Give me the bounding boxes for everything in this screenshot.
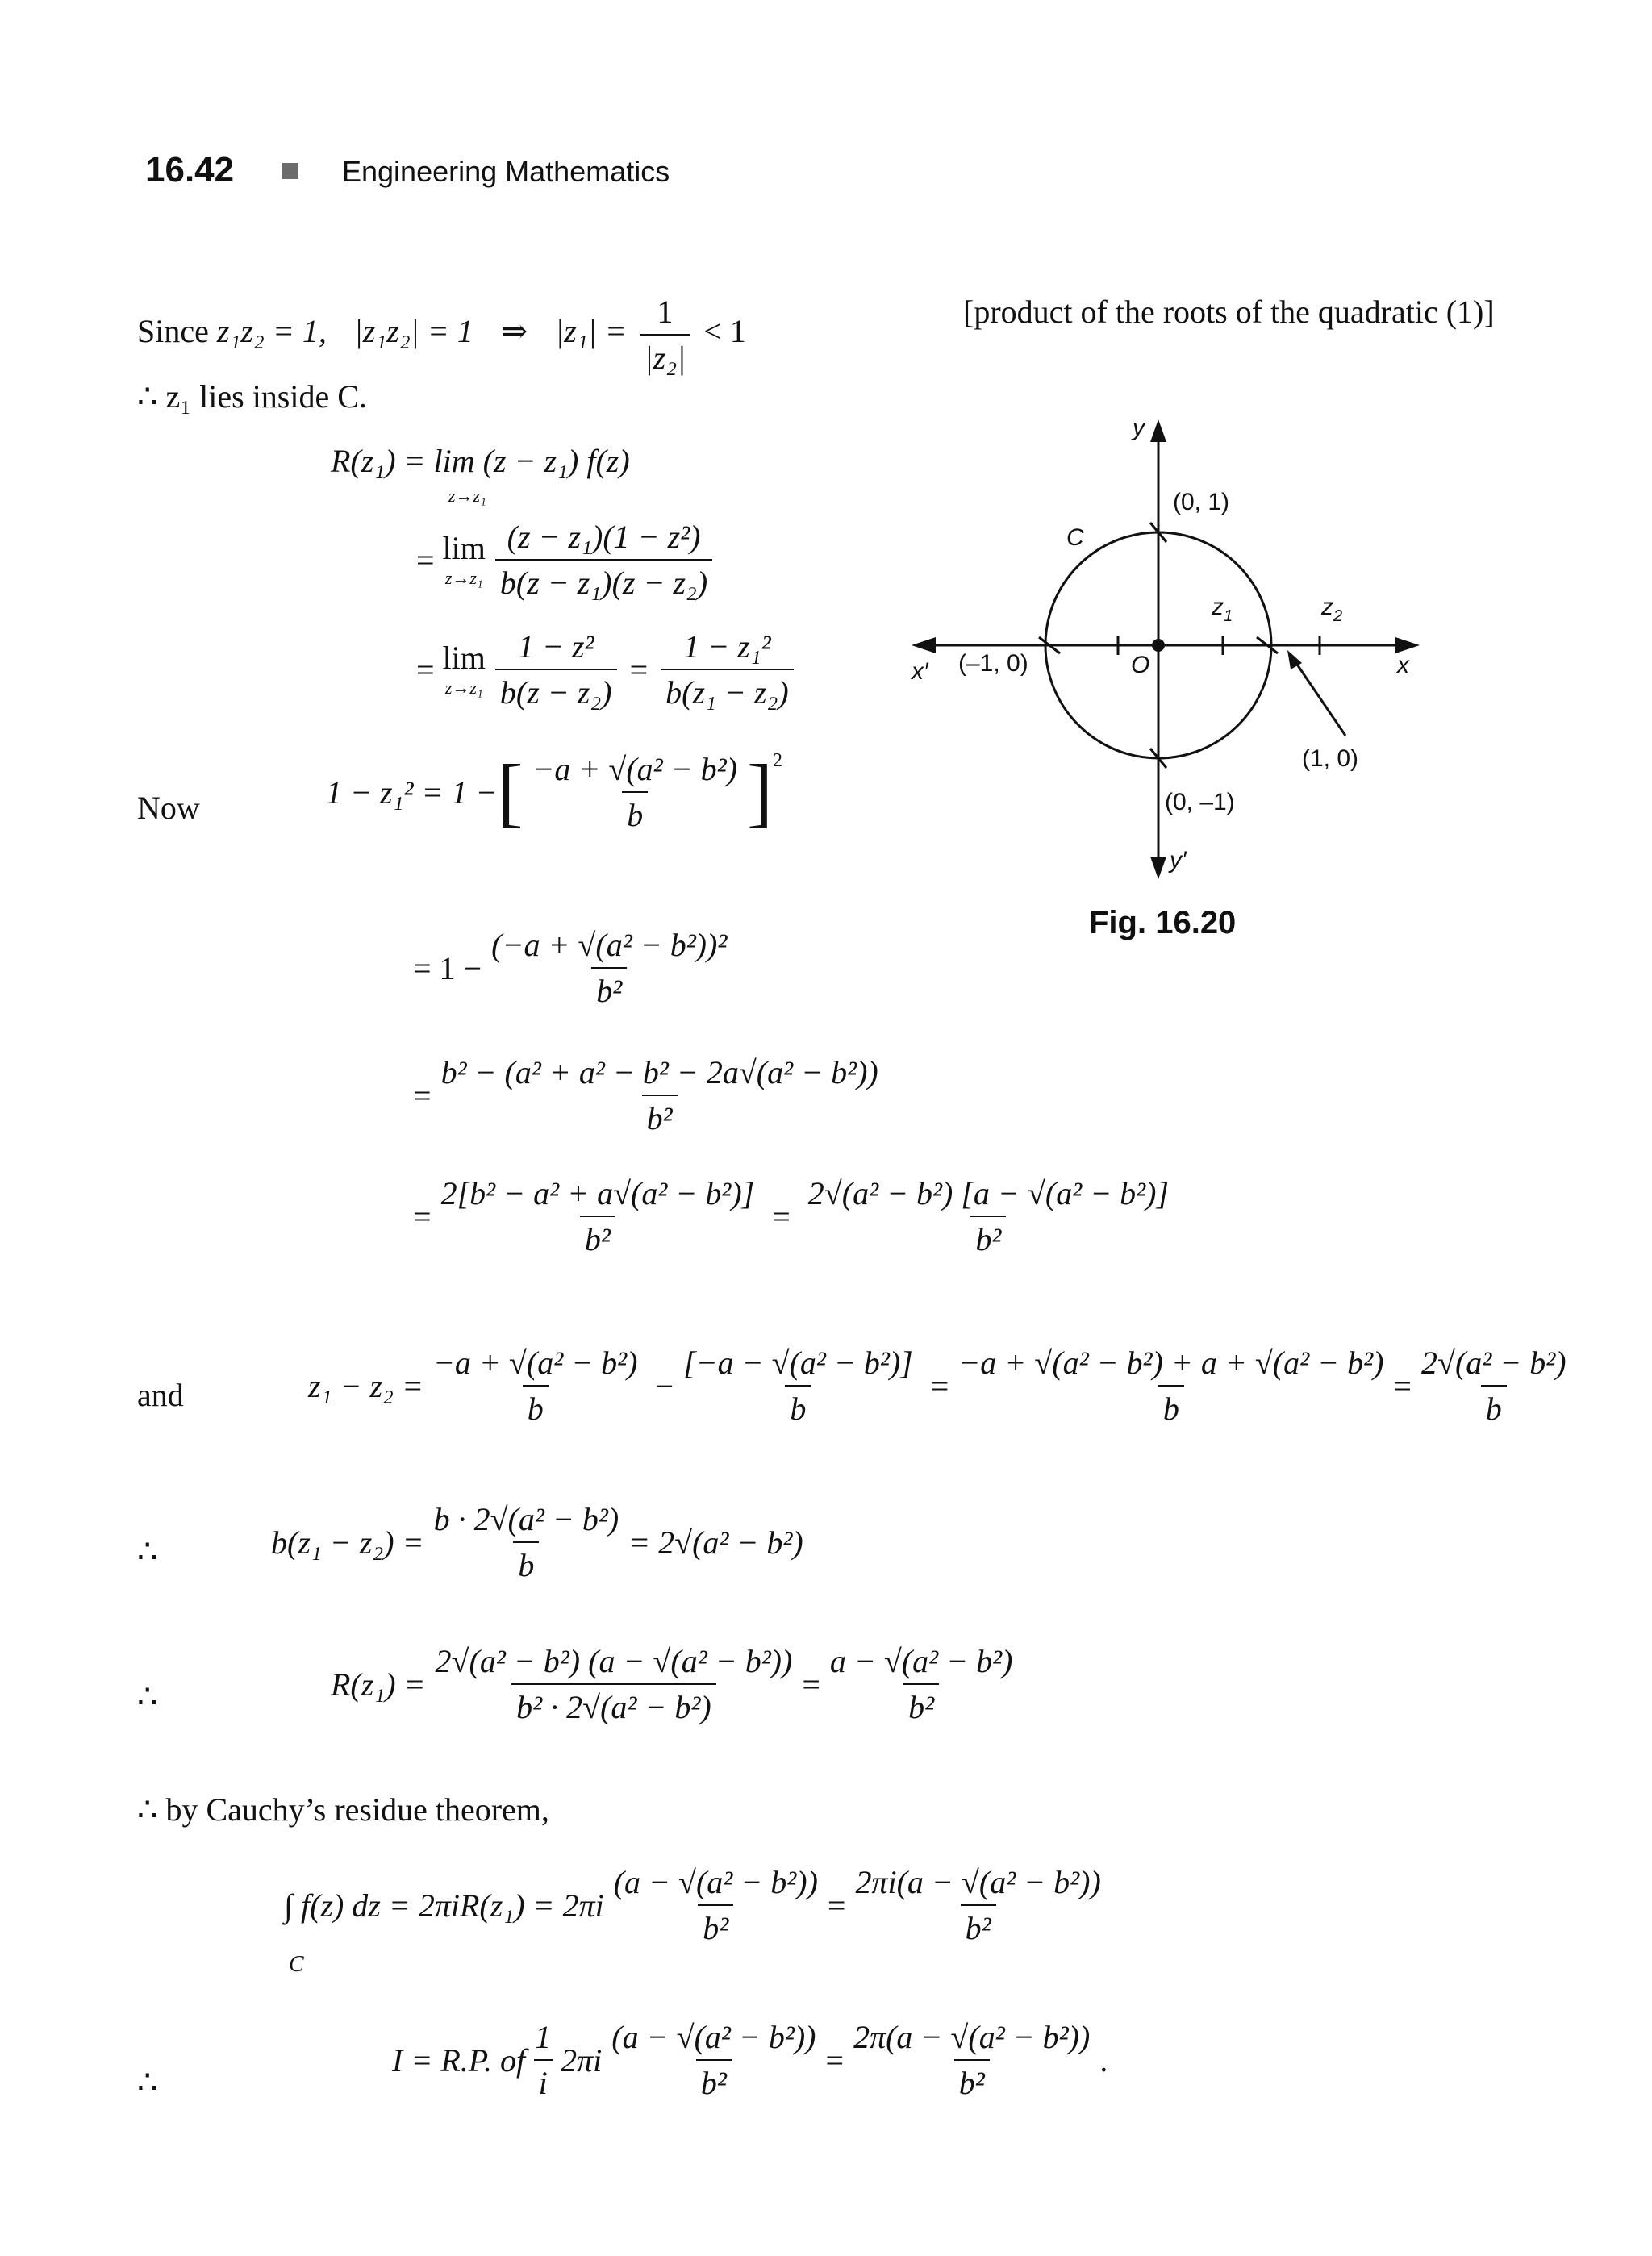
label-origin: O [1131,652,1150,678]
origin-dot [1152,639,1165,652]
frac-denominator: |z₂| [640,334,690,377]
fraction-abs [640,293,690,377]
fraction-rz-right: $\frac{\text{a − √(a² − b²)}}{\text{b²}}$ [829,1643,1013,1725]
label-left: (–1, 0) [958,650,1028,677]
label-right: (1, 0) [1302,745,1359,772]
lim-subscript: z→z₁ [448,486,486,506]
label-bottom: (0, –1) [1165,789,1235,815]
fraction-n2: $\frac{\text{(−a + √(a² − b²))²}}{\text{b²}}$ [491,927,728,1009]
residue-definition: R(z₁) = lim (z − z₁) f(z) [331,443,630,479]
header-square-icon [282,163,298,179]
fraction-int: $\frac{\text{(a − √(a² − b²))}}{\text{b²}}$ [613,1864,818,1946]
therefore-3: ∴ [137,2064,158,2100]
fraction-n3: $\frac{\text{b² − (a² + a² − b² − 2a√(a² − b²))}}{\text{b²}}$ [440,1054,878,1136]
abs-z1: |z₁| = [555,313,627,350]
fraction-a1: $\frac{\text{−a + √(a² − b²)}}{b}$ [432,1345,638,1427]
x-axis-left-arrow [912,637,936,653]
fraction-r2: $\frac{\text{(z − z₁)(1 − z²)}}{\text{b(z − z₁)(z − z₂)}}$ [495,518,712,602]
pointer-arrow-line [1291,655,1345,736]
lim-op: lim z→z₁ [442,530,486,588]
now-line-4: = $\frac{\text{2[b² − a² + a√(a² − b²)]}}{\text{b²}}$ = $\frac{\text{2√(a² − b²) [a − √(a² − b²)]}}{\text{b²}}$ [413,1174,1179,1258]
label-x: x [1397,652,1409,678]
and-label: and [137,1377,184,1413]
book-title: Engineering Mathematics [342,155,670,188]
figure-contour-diagram [895,403,1444,895]
label-curve: C [1066,524,1084,551]
label-y: y [1133,415,1145,441]
label-z2: $z_2$ [1321,594,1343,625]
fraction-r3a: $\frac{\text{1 − z²}}{\text{b(z − z₂)}}$ [495,628,617,711]
cauchy-text: ∴ by Cauchy’s residue theorem, [137,1791,549,1828]
now-line-3: = $\frac{\text{b² − (a² + a² − b² − 2a√(a² − b²))}}{\text{b²}}$ [413,1053,888,1137]
fraction-rz: $\frac{\text{2√(a² − b²) (a − √(a² − b²))}}{\text{b² · 2√(a² − b²)}}$ [435,1643,793,1725]
fraction-a2: $\frac{\text{[−a − √(a² − b²)]}}{b}$ [683,1345,913,1427]
fraction-r3b: $\frac{\text{1 − z₁²}}{\text{b(z₁ − z₂)}}$ [661,628,794,711]
therefore-2: ∴ [137,1678,158,1715]
y-axis-up-arrow [1150,419,1166,442]
now-line-2: = 1 − $\frac{\text{(−a + √(a² − b²))²}}{\text{b²}}$ [413,926,736,1010]
since-cond1: z₁z₂ = 1, [216,313,327,350]
bz-equation: b(z₁ − z₂) = $\frac{\text{b · 2√(a² − b²)}}{b}$ = 2√(a² − b²) [271,1501,803,1583]
and-equation: z₁ − z₂ = $\frac{\text{−a + √(a² − b²)}}{b}$ − $\frac{\text{[−a − √(a² − b²)]}}{b}$ = $\frac{\text{−a + √(a² − b²) + a + √(a² − b²)}}{b}$ = $\frac{\text{2√(a² − b²)}}{b}$ [308,1344,1576,1428]
x-axis-right-arrow [1395,637,1420,653]
label-y-prime: y′ [1170,847,1187,874]
fraction-bz: $\frac{\text{b · 2√(a² − b²)}}{b}$ [433,1501,620,1583]
integral-equation: ∫ f(z) dz = 2πiR(z₁) = 2πi $\frac{\text{(a − √(a² − b²))}}{\text{b²}}$ = $\frac{\text{2πi(a − √(a² − b²))}}{\text{b²}}$ [284,1863,1111,1947]
page-number: 16.42 [145,150,235,190]
rz-equation: R(z₁) = $\frac{\text{2√(a² − b²) (a − √(a² − b²))}}{\text{b² · 2√(a² − b²)}}$ = $\frac{\text{a − √(a² − b²)}}{\text{b²}}$ [331,1642,1022,1726]
since-note: [product of the roots of the quadratic (1)] [963,294,1495,330]
fraction-i-right: $\frac{\text{2π(a − √(a² − b²))}}{\text{b²}}$ [853,2019,1091,2101]
inside-text: ∴ z₁ lies inside C. [137,378,367,415]
label-top: (0, 1) [1173,489,1230,515]
residue-line-2: = lim z→z₁ $\frac{\text{(z − z₁)(1 − z²)}}{\text{b(z − z₁)(z − z₂)}}$ [416,518,717,602]
since-line [137,293,746,377]
residue-line-3: = lim z→z₁ $\frac{\text{1 − z²}}{\text{b(z − z₂)}}$ = $\frac{\text{1 − z₁²}}{\text{b(z₁ − z₂)}}$ [416,628,799,711]
fraction-n4b: $\frac{\text{2√(a² − b²) [a − √(a² − b²)]}}{\text{b²}}$ [807,1175,1170,1257]
since-cond2: |z₁z₂| = 1 [353,313,473,350]
fraction-a3: $\frac{\text{−a + √(a² − b²) + a + √(a² − b²)}}{b}$ [958,1345,1384,1427]
label-z1: $z_1$ [1212,594,1233,625]
since-prefix: Since [137,313,209,350]
y-axis-down-arrow [1150,857,1166,879]
figure-caption: Fig. 16.20 [1089,905,1237,940]
lim-op: lim z→z₁ [442,640,486,698]
fraction-now: $\frac{\text{−a + √(a² − b²)}}{b}$ [532,751,737,833]
implies-symbol: ⇒ [500,313,528,350]
fraction-i: $\frac{\text{(a − √(a² − b²))}}{\text{b²}}$ [611,2019,816,2101]
frac-numerator: 1 [657,294,674,330]
fraction-one-over-i: $\frac{1}{i}$ [535,2019,552,2101]
lt-one: < 1 [703,313,746,350]
final-equation: I = R.P. of $\frac{1}{i}$ 2πi $\frac{\text{(a − √(a² − b²))}}{\text{b²}}$ = $\frac{\text{2π(a − √(a² − b²))}}{\text{b²}}$ . [392,2019,1108,2101]
now-label: Now [137,790,200,826]
now-equation: 1 − z₁² = 1 − [ $\frac{\text{−a + √(a² − b²)}}{b}$ ] 2 [326,749,782,835]
integral-contour-label: C [289,1952,304,1977]
fraction-a4: $\frac{\text{2√(a² − b²)}}{b}$ [1420,1345,1566,1427]
therefore-1: ∴ [137,1533,158,1570]
fraction-n4a: $\frac{\text{2[b² − a² + a√(a² − b²)]}}{\text{b²}}$ [440,1175,755,1257]
label-x-prime: x′ [912,658,928,685]
fraction-int-right: $\frac{\text{2πi(a − √(a² − b²))}}{\text{b²}}$ [855,1864,1101,1946]
